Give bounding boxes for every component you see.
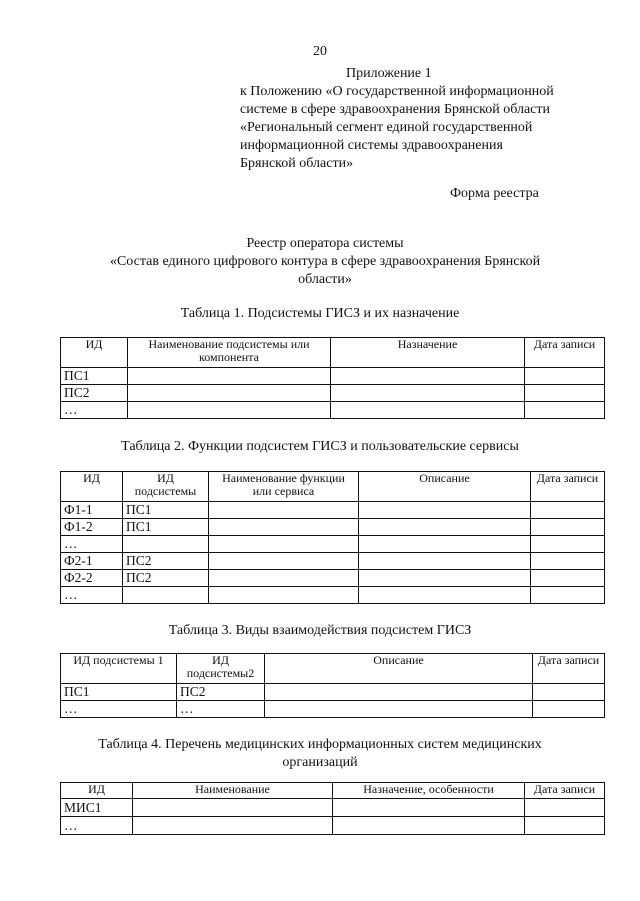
table-cell: …	[61, 536, 123, 553]
table-4-caption-line: организаций	[282, 755, 358, 770]
table-cell	[359, 536, 531, 553]
table-4-caption-line: Таблица 4. Перечень медицинских информационных систем медицинских	[98, 737, 542, 752]
table-cell	[133, 799, 333, 817]
table-row	[61, 502, 605, 519]
table-cell	[333, 799, 525, 817]
table-cell	[128, 402, 331, 419]
table-1-caption: Таблица 1. Подсистемы ГИСЗ и их назначение	[180, 306, 460, 321]
table-cell	[123, 536, 209, 553]
table-cell	[359, 553, 531, 570]
table-cell	[133, 817, 333, 835]
table-row	[61, 536, 605, 553]
table-cell: Ф2-2	[61, 570, 123, 587]
page-number: 20	[313, 44, 327, 59]
table-4	[60, 782, 605, 835]
table-cell	[128, 385, 331, 402]
registry-title-line: «Состав единого цифрового контура в сфере здравоохранения Брянской	[109, 254, 541, 269]
table-header-cell: Назначение, особенности	[333, 783, 525, 799]
table-cell	[128, 368, 331, 385]
table-cell: ПС1	[61, 684, 177, 701]
table-cell: …	[61, 817, 133, 835]
form-label: Форма реестра	[450, 186, 539, 201]
table-header-cell: ИД	[61, 338, 128, 368]
appendix-line: «Региональный сегмент единой государственной	[240, 120, 533, 135]
table-row	[61, 553, 605, 570]
table-cell: ПС1	[123, 519, 209, 536]
table-cell: ПС2	[123, 553, 209, 570]
table-2	[60, 471, 605, 604]
table-row	[61, 402, 605, 419]
table-row	[61, 799, 605, 817]
table-header-cell: ИД подсистемы 1	[61, 654, 177, 684]
table-cell	[333, 817, 525, 835]
table-cell: …	[61, 587, 123, 604]
table-cell	[533, 701, 605, 718]
table-row	[61, 684, 605, 701]
table-header-cell: Дата записи	[531, 472, 605, 502]
appendix-line: информационной системы здравоохранения	[240, 138, 503, 153]
table-cell	[359, 570, 531, 587]
table-header-cell: ИД	[61, 472, 123, 502]
table-cell	[209, 570, 359, 587]
registry-title	[60, 235, 590, 289]
table-2-caption: Таблица 2. Функции подсистем ГИСЗ и пользовательские сервисы	[121, 439, 519, 454]
table-cell	[525, 402, 605, 419]
table-row	[61, 570, 605, 587]
table-header-cell: Дата записи	[525, 338, 605, 368]
table-header-cell: ИД подсистемы2	[177, 654, 265, 684]
table-cell: ПС2	[123, 570, 209, 587]
table-header-cell: Наименование подсистемы или компонента	[128, 338, 331, 368]
table-cell: Ф2-1	[61, 553, 123, 570]
table-header-cell: Наименование	[133, 783, 333, 799]
table-cell	[331, 402, 525, 419]
table-cell: Ф1-2	[61, 519, 123, 536]
table-cell	[265, 684, 533, 701]
table-row	[61, 701, 605, 718]
table-cell	[123, 587, 209, 604]
table-header-cell: ИД	[61, 783, 133, 799]
table-cell	[531, 570, 605, 587]
table-row	[61, 385, 605, 402]
table-cell	[531, 502, 605, 519]
appendix-header	[240, 65, 600, 173]
table-header-cell: Дата записи	[525, 783, 605, 799]
table-cell: ПС1	[123, 502, 209, 519]
table-cell: …	[177, 701, 265, 718]
table-cell: ПС2	[61, 385, 128, 402]
table-cell	[359, 519, 531, 536]
table-header-cell: Дата записи	[533, 654, 605, 684]
table-cell	[525, 385, 605, 402]
table-header-cell: Наименование функции или сервиса	[209, 472, 359, 502]
appendix-line: системе в сфере здравоохранения Брянской области	[240, 102, 551, 117]
table-row	[61, 587, 605, 604]
table-header-cell: Описание	[359, 472, 531, 502]
table-cell	[525, 817, 605, 835]
table-cell	[531, 519, 605, 536]
table-cell	[359, 502, 531, 519]
table-cell	[525, 799, 605, 817]
table-header-cell: Назначение	[331, 338, 525, 368]
table-cell	[531, 553, 605, 570]
table-cell	[331, 385, 525, 402]
table-cell: Ф1-1	[61, 502, 123, 519]
table-cell: ПС2	[177, 684, 265, 701]
table-cell	[331, 368, 525, 385]
appendix-line: Брянской области»	[240, 156, 354, 171]
table-cell	[531, 536, 605, 553]
table-cell: МИС1	[61, 799, 133, 817]
table-cell	[209, 587, 359, 604]
table-1	[60, 337, 605, 419]
table-3	[60, 653, 605, 718]
table-cell	[531, 587, 605, 604]
table-row	[61, 368, 605, 385]
table-row	[61, 519, 605, 536]
table-cell	[359, 587, 531, 604]
table-row	[61, 817, 605, 835]
table-cell	[533, 684, 605, 701]
appendix-title: Приложение 1	[346, 66, 432, 81]
table-cell	[209, 519, 359, 536]
table-cell: ПС1	[61, 368, 128, 385]
table-cell: …	[61, 402, 128, 419]
registry-title-line: области»	[298, 272, 352, 287]
table-4-caption	[0, 736, 640, 772]
registry-title-line: Реестр оператора системы	[246, 236, 404, 251]
table-cell: …	[61, 701, 177, 718]
table-cell	[525, 368, 605, 385]
table-header-cell: ИД подсистемы	[123, 472, 209, 502]
table-cell	[209, 553, 359, 570]
table-cell	[265, 701, 533, 718]
table-cell	[209, 502, 359, 519]
table-3-caption: Таблица 3. Виды взаимодействия подсистем ГИСЗ	[168, 623, 472, 638]
appendix-line: к Положению «О государственной информационной	[240, 84, 554, 99]
table-header-cell: Описание	[265, 654, 533, 684]
table-cell	[209, 536, 359, 553]
